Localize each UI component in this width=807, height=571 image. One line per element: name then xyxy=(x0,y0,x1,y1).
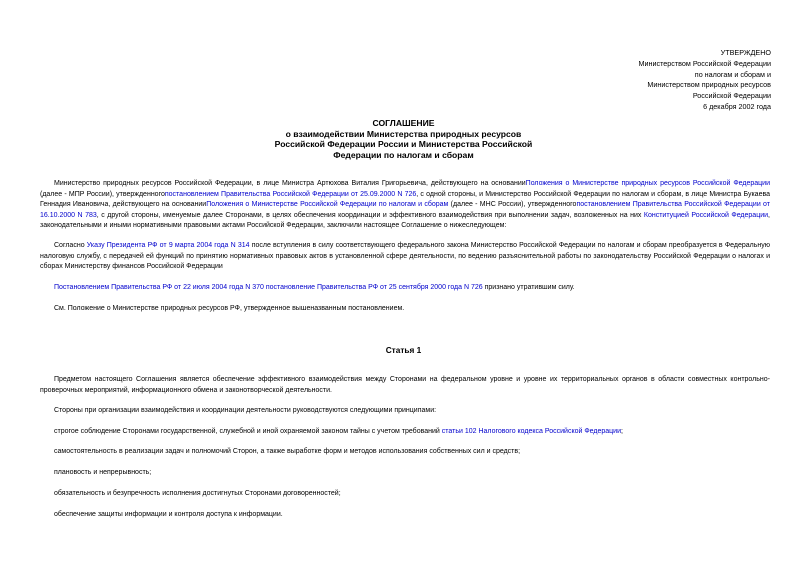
note-text: признано утратившим силу. xyxy=(482,284,575,291)
approval-stamp xyxy=(638,48,771,113)
approval-line: 6 декабря 2002 года xyxy=(703,101,771,111)
principle-item: самостоятельность в реализации задач и полномочий Сторон, а также выработке форм и методов использования собственных сил и средств; xyxy=(54,448,521,455)
note-see-regulation xyxy=(40,304,770,315)
principle-item: обеспечение защиты информации и контроля доступа к информации. xyxy=(54,511,283,518)
link-resolution-370[interactable]: Постановлением Правительства РФ от 22 июля 2004 года N 370 xyxy=(54,284,264,291)
preamble-paragraph xyxy=(40,179,770,232)
preamble-text: , с другой стороны, именуемые далее Сторонами, в целях обеспечения координации и эффективного взаимодействия при выполнении задач, возложенных на них xyxy=(96,211,644,219)
note-text: Согласно xyxy=(54,242,87,249)
principle-item: обязательность и безупречность исполнения достигнутых Сторонами договоренностей; xyxy=(54,490,341,497)
document-title xyxy=(200,118,607,160)
principle-item xyxy=(54,427,623,438)
link-decree-314[interactable]: Указу Президента РФ от 9 марта 2004 года N 314 xyxy=(86,242,250,249)
article-text: Предметом настоящего Соглашения является обеспечение эффективного взаимодействия между Сторонами на федеральном уровне и уровне их территориальных органов в области совместных контрольно-проверочных мероприятий, информационного обмена и законотворческой деятельности. xyxy=(40,376,770,394)
approval-line: УТВЕРЖДЕНО xyxy=(720,48,771,57)
note-decree-314 xyxy=(40,241,770,273)
note-text: См. Положение о Министерстве природных ресурсов РФ, утвержденное вышеназванным постановлением. xyxy=(54,305,405,312)
approval-line: по налогам и сборам и xyxy=(694,69,771,79)
link-tax-code-article-102[interactable]: статьи 102 Налогового кодекса Российской Федерации xyxy=(441,428,621,435)
title-line: Федерации по налогам и сборам xyxy=(333,149,474,160)
approval-line: Российской Федерации xyxy=(692,91,771,101)
article-text: Стороны при организации взаимодействия и координации деятельности руководствуются следующими принципами: xyxy=(54,407,437,414)
approval-line: Министерством Российской Федерации xyxy=(638,58,771,68)
article-1-heading: Статья 1 xyxy=(385,345,422,355)
preamble-text: , законодательными и иными нормативными правовыми актами Российской Федерации, заключили настоящее Соглашение о нижеследующем: xyxy=(40,211,770,230)
title-line: Российской Федерации России и Министерства Российской xyxy=(274,139,533,149)
article-1-paragraph-1 xyxy=(40,375,770,396)
principle-text: ; xyxy=(621,428,623,435)
preamble-text: (далее - МНС России), утвержденного xyxy=(448,201,577,209)
link-resolution-726[interactable]: постановлением Правительства Российской Федерации от 25.09.2000 N 726 xyxy=(164,190,417,198)
note-resolution-370 xyxy=(40,283,770,294)
principle-text: строгое соблюдение Сторонами государственной, служебной и иной охраняемой законом тайны с учетом требований xyxy=(54,428,442,435)
link-resolution-726-repealed[interactable]: постановление Правительства РФ от 25 сентября 2000 года N 726 xyxy=(265,284,483,291)
article-1-paragraph-2 xyxy=(40,406,770,417)
preamble-text: (далее - МПР России), утвержденного xyxy=(40,190,165,198)
preamble-text: Министерство природных ресурсов Российской Федерации, в лице Министра Артюхова Виталия Григорьевича, действующего на основании xyxy=(54,180,526,187)
title-line: о взаимодействии Министерства природных ресурсов xyxy=(285,128,522,139)
link-mpr-regulation[interactable]: Положения о Министерстве природных ресурсов Российской Федерации xyxy=(525,180,770,187)
link-mns-regulation[interactable]: Положения о Министерстве Российской Федерации по налогам и сборам xyxy=(206,201,449,209)
link-resolution-783[interactable]: постановлением Правительства Российской Федерации от 16.10.2000 N 783 xyxy=(40,201,770,219)
title-line: СОГЛАШЕНИЕ xyxy=(372,118,435,128)
approval-line: Министерством природных ресурсов xyxy=(647,80,771,90)
preamble-text: , с одной стороны, и Министерство Российской Федерации по налогам и сборам, в лице Министра Букаева Геннадия Ивановича, действующего на основании xyxy=(40,190,770,209)
note-text: после вступления в силу соответствующего федерального закона Министерство Российской Федерации по налогам и сборам преобразуется в Федеральную налоговую службу, с передачей ей функций по принятию нормативных правовых актов в установленной сфере деятельности, по ведению разъяснительной работы по законодательству Российской Федерации о налогах и сборах Министерству финансов Российской Федерации xyxy=(40,242,771,271)
link-constitution[interactable]: Конституцией Российской Федерации xyxy=(643,211,769,219)
principle-item: плановость и непрерывность; xyxy=(54,469,152,476)
